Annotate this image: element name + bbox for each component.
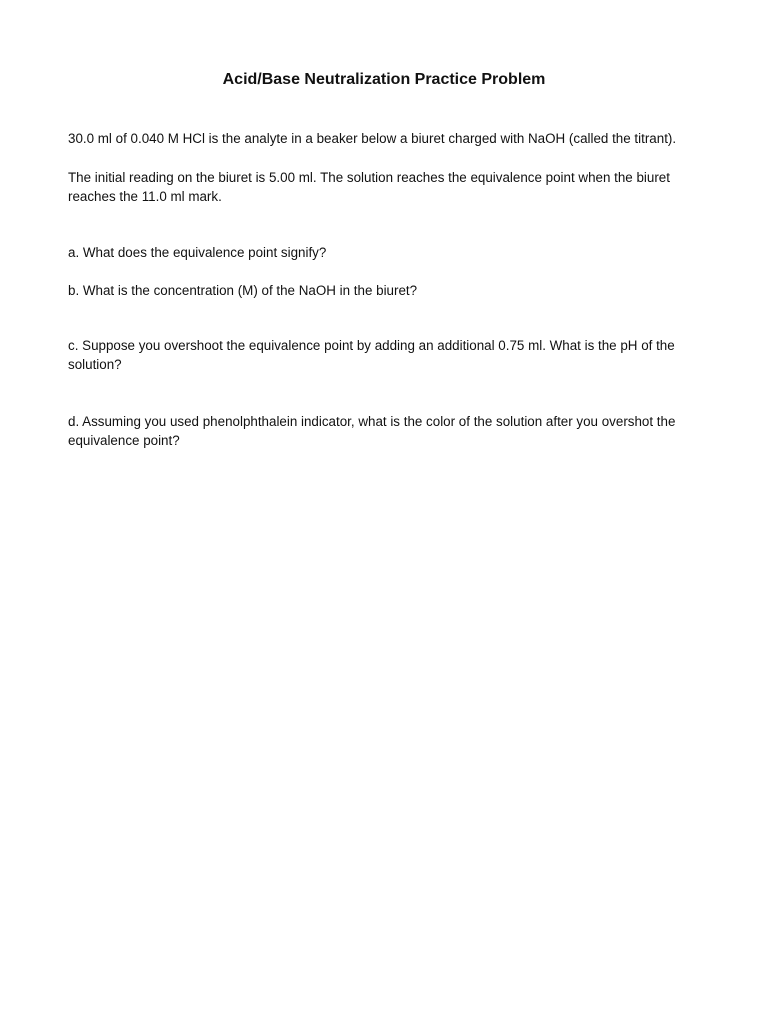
problem-intro-paragraph: 30.0 ml of 0.040 M HCl is the analyte in a beaker below a biuret charged with NaOH (called the titrant). bbox=[68, 131, 677, 146]
biuret-reading-paragraph: The initial reading on the biuret is 5.00 ml. The solution reaches the equivalence point when the biuret reaches the 11.0 ml mark. bbox=[68, 170, 670, 204]
question-a: a. What does the equivalence point signify? bbox=[68, 245, 327, 260]
question-c: c. Suppose you overshoot the equivalence point by adding an additional 0.75 ml. What is the pH of the solution? bbox=[68, 338, 675, 372]
question-d: d. Assuming you used phenolphthalein indicator, what is the color of the solution after you overshot the equivalence point? bbox=[68, 414, 676, 448]
document-title: Acid/Base Neutralization Practice Problem bbox=[222, 71, 546, 88]
question-b: b. What is the concentration (M) of the NaOH in the biuret? bbox=[68, 283, 418, 298]
